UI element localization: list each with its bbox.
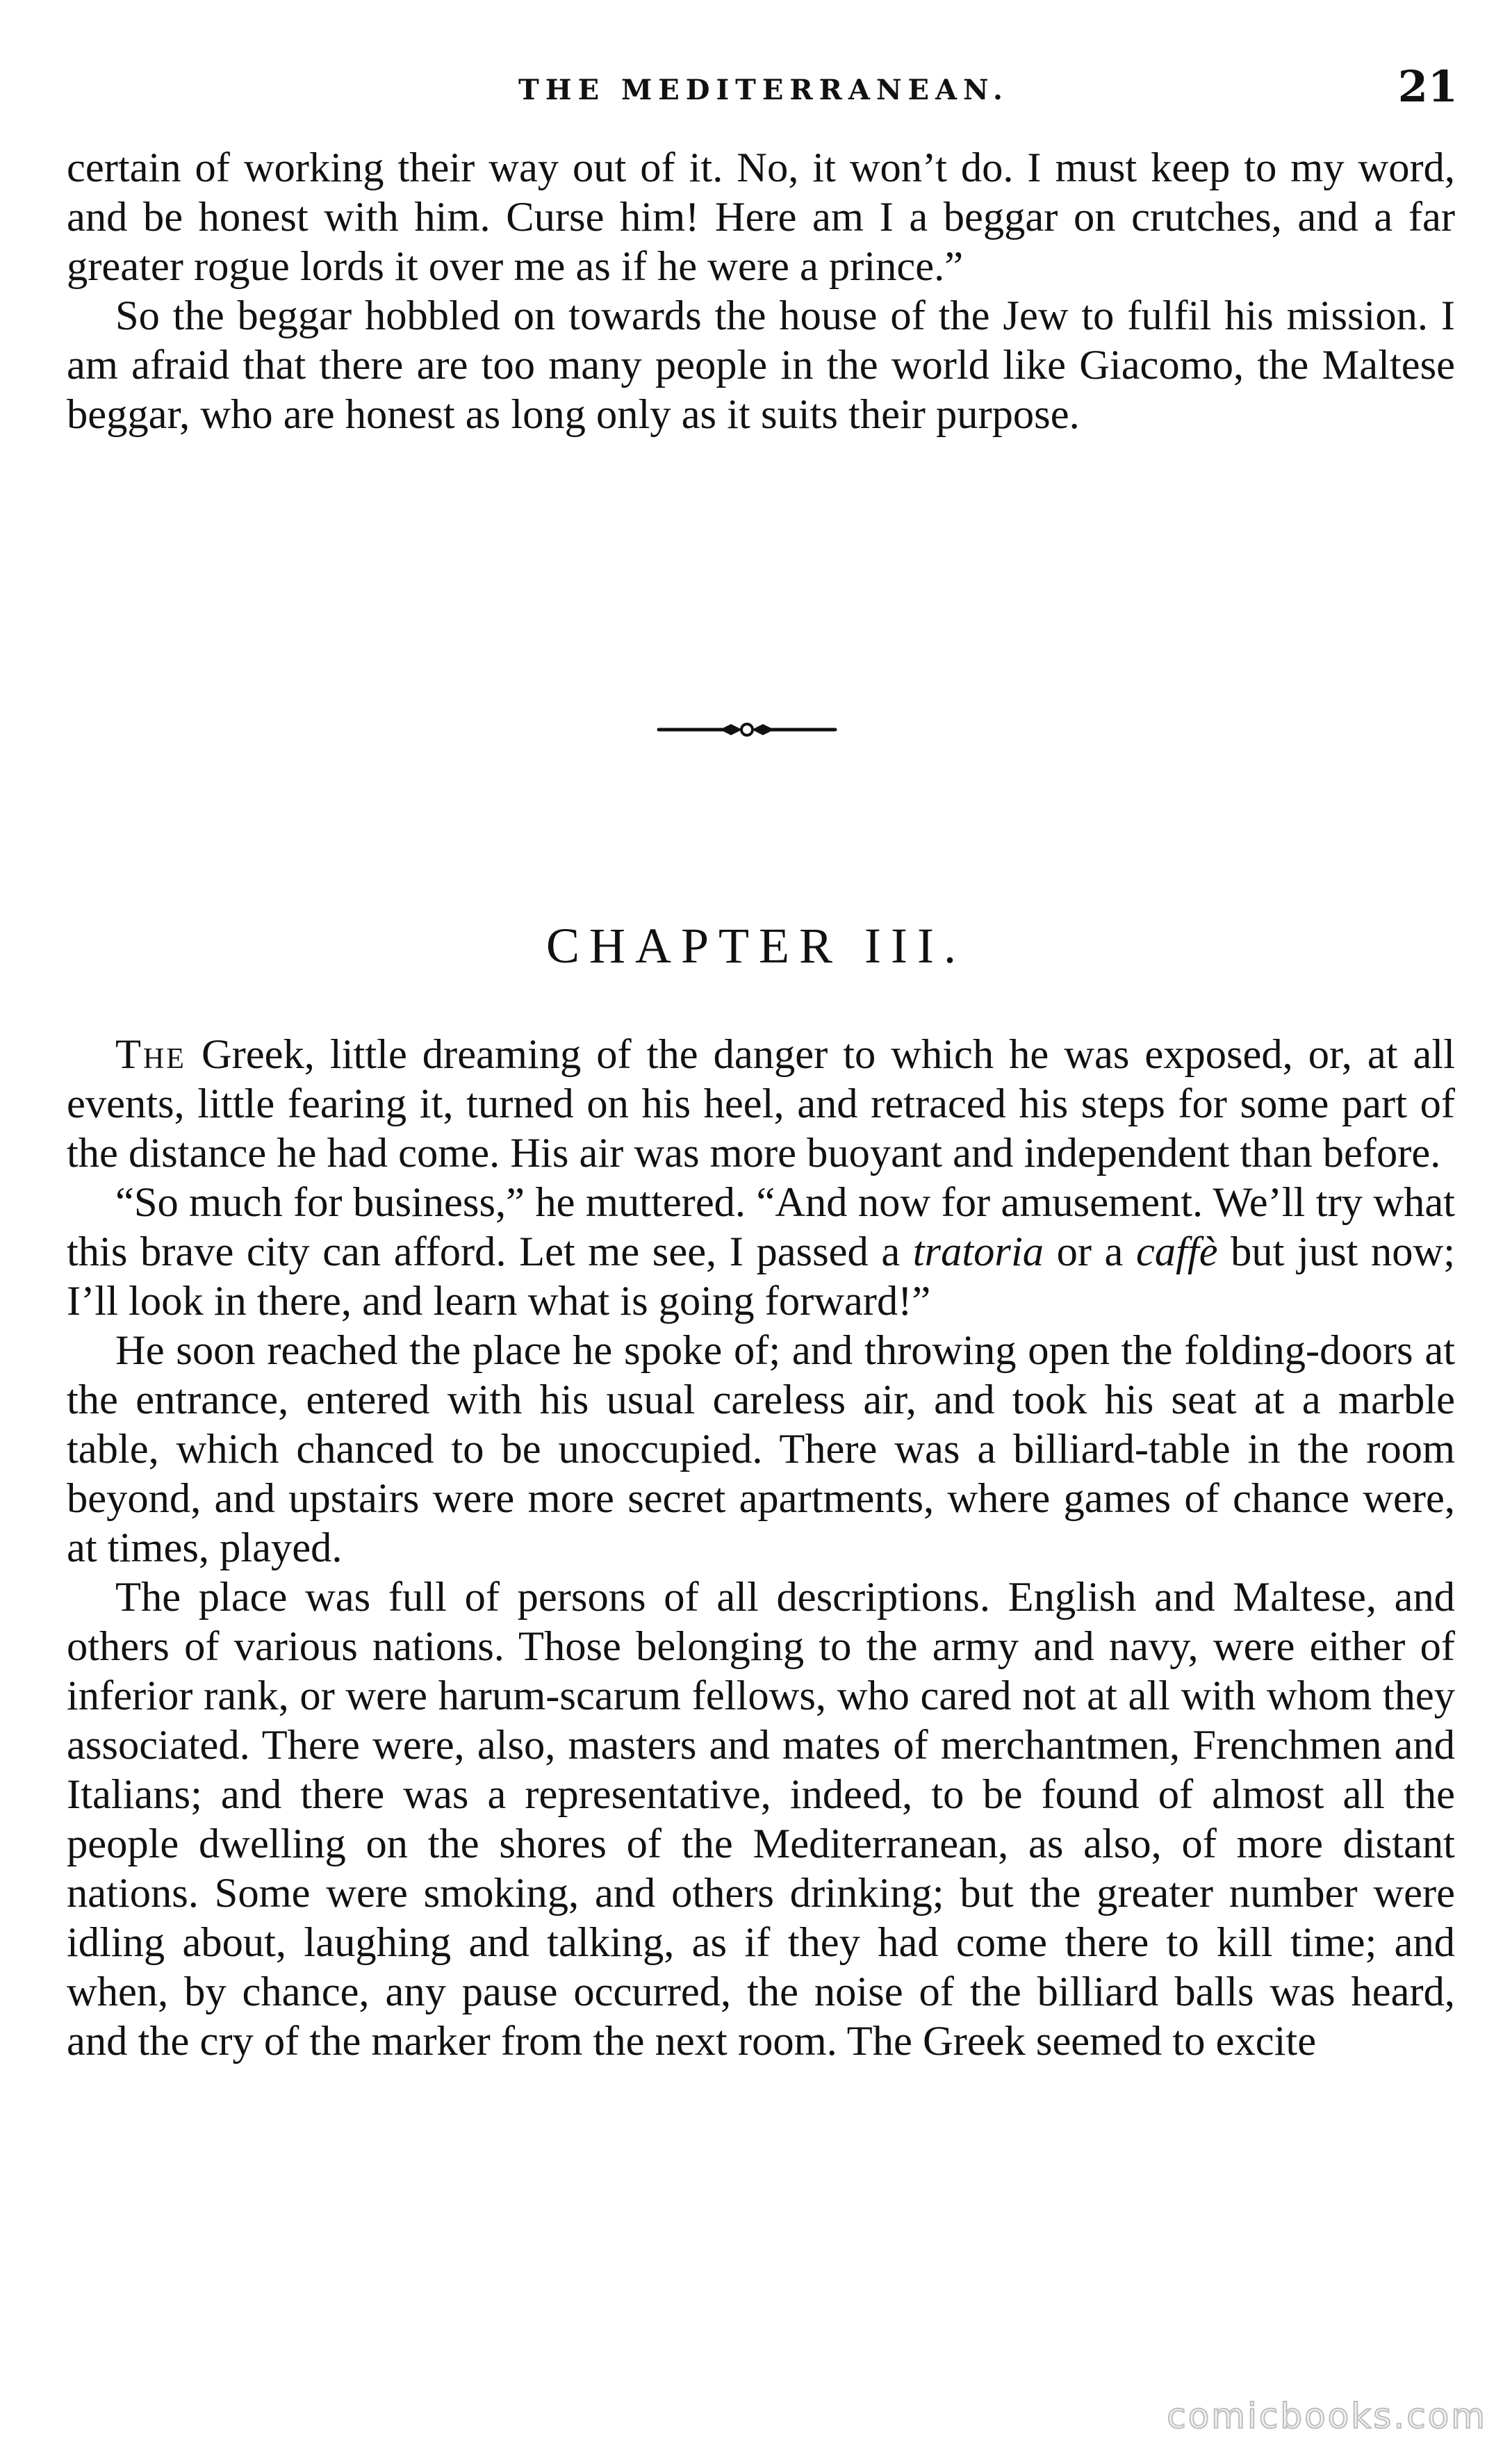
paragraph-continued: certain of working their way out of it. No, it won’t do. I must keep to my word, and be honest with him. Curse him! Here am I a beggar on crutches, and a far greater rogue lords it over me as if he were a prince.” — [67, 145, 1455, 290]
watermark: comicbooks.com — [1167, 2396, 1487, 2436]
paragraph-greek — [67, 1030, 1455, 1178]
italic-tratoria: tratoria — [912, 1229, 1044, 1275]
chapter-text-block — [67, 1030, 1455, 2066]
dialogue-part-1: “So much for business,” he muttered. “And now for amusement. We’ll try what this brave city can afford. Let me see, I passed a — [67, 1179, 1455, 1275]
running-title: THE MEDITERRANEAN. — [518, 74, 1009, 106]
running-head — [69, 61, 1458, 124]
paragraph-greek-text: Greek, little dreaming of the danger to which he was exposed, or, at all events, little fearing it, turned on his heel, and retraced his steps for some part of the distance he had come. His air was more buoyant and independent than before. — [67, 1031, 1456, 1176]
italic-caffe: caffè — [1136, 1229, 1218, 1275]
paragraph-dialogue — [67, 1178, 1455, 1326]
dialogue-part-3: but just now; I’ll look in there, and learn what is going forward!” — [67, 1229, 1456, 1324]
section-divider-ornament — [653, 716, 841, 744]
page-number: 21 — [1397, 61, 1458, 112]
dialogue-part-2: or a — [1056, 1229, 1124, 1275]
paragraph-patrons: The place was full of persons of all descriptions. English and Maltese, and others of various nations. Those belonging to the army and navy, were either of inferior rank, or were harum-scarum fellows, who cared not at all with whom they associated. There were, also, masters and mates of merchantmen, Frenchmen and Italians; and there was a representative, indeed, to be found of almost all the people dwelling on the shores of the Mediterranean, as also, of more distant nations. Some were smoking, and others drinking; but the greater number were idling about, laughing and talking, as if they had come there to kill time; and when, by chance, any pause occurred, the noise of the billiard balls was heard, and the cry of the marker from the next room. The Greek seemed to excite — [67, 1574, 1455, 2065]
paragraph-cafe: He soon reached the place he spoke of; and throwing open the folding-doors at the entrance, entered with his usual careless air, and took his seat at a marble table, which chanced to be unoccupied. There was a billiard-table in the room beyond, and upstairs were more secret apartments, where games of chance were, at times, played. — [67, 1327, 1455, 1571]
opening-word: The — [115, 1031, 186, 1078]
top-text-block — [67, 143, 1455, 439]
chapter-heading: CHAPTER III. — [546, 918, 966, 974]
paragraph-beggar: So the beggar hobbled on towards the house of the Jew to fulfil his mission. I am afraid that there are too many people in the world like Giacomo, the Maltese beggar, who are honest as long only as it suits their purpose. — [67, 293, 1455, 438]
